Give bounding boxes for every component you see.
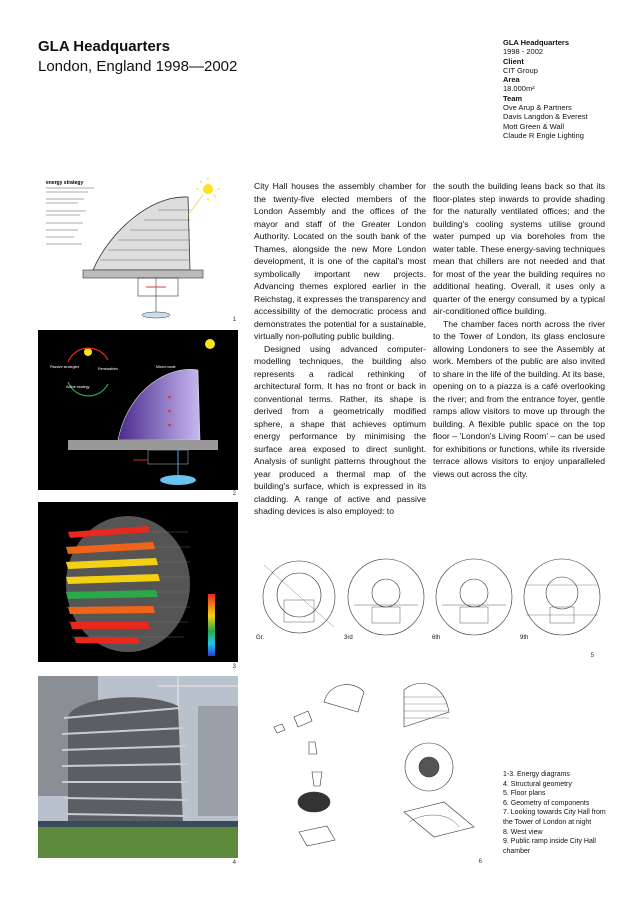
plan-label: Gr. <box>256 635 265 641</box>
figure-number: 2 <box>232 491 236 497</box>
construction-photo <box>38 676 238 858</box>
figure-number: 1 <box>232 317 236 323</box>
fig1-heading: energy strategy <box>46 180 84 186</box>
figure-number: 3 <box>232 664 236 670</box>
figure-floor-plans <box>254 555 606 665</box>
meta-team-member: Davis Langdon & Everest <box>503 112 588 122</box>
plan-ground <box>263 561 335 633</box>
building-structure <box>62 697 188 826</box>
meta-team-label: Team <box>503 93 523 103</box>
figure-energy-section <box>38 175 238 325</box>
body-paragraph: The chamber faces north across the river to the Tower of London, its glass enclosure allowing Londoners to see the Assembly at work. Members of the public are also invited to share in the life of the building. At its base, opening on to a piazza is a café overlooking the river; and from the entrance foyer, gentle ramps allow visitors to move up through the building. A flexible public space on the top floor – 'London's Living Room' – can be used for exhibitions or functions, while its riverside terrace allows visitors to enjoy unparalleled views out across the city. <box>433 318 605 479</box>
aquifer <box>142 312 170 318</box>
elevation-drawing <box>404 683 449 727</box>
meta-area-label: Area <box>503 75 520 85</box>
fig2-label: Active strategy <box>66 385 90 389</box>
caption-item: 6. Geometry of components <box>503 799 590 807</box>
component-sketch <box>309 742 317 754</box>
fig2-label: Mixed mode <box>156 365 176 369</box>
body-paragraph: Designed using advanced computer-modelling techniques, the building also represents a radical rethinking of architectural form. It has no front or back in conventional terms. Rather, its shape is derived from a geometrically modified sphere, a shape that achieves optimum energy performance by minimising the surface area exposed to direct sunlight. Analysis of sunlight patterns throughout the year produced a thermal map of the building's surface, which is expressed in its cladding. A range of active and passive shading devices is also employed: to <box>254 343 426 516</box>
meta-team-member: Claude R Engle Lighting <box>503 130 584 140</box>
body-paragraph: the south the building leans back so that its floor-plates step inwards to provide shading for the naturally ventilated offices; and the building's cooling systems utilise ground water pumped up via boreholes from the water table. These energy-saving techniques mean that chillers are not needed and that for most of the year the building requires no additional heating. Overall, it uses only a quarter of the energy consumed by a typical air-conditioned office building. <box>433 181 605 316</box>
ground-slab <box>68 440 218 450</box>
meta-team-member: Mott Green & Wall <box>503 121 564 131</box>
figure-energy-dark <box>38 330 238 497</box>
caption-item: 1-3. Energy diagrams <box>503 771 570 778</box>
caption-item: 8. West view <box>503 828 543 836</box>
component-sketch <box>324 685 364 712</box>
project-meta <box>503 38 633 140</box>
figure-number: 6 <box>478 859 482 865</box>
component-sketch <box>294 711 312 727</box>
building-section <box>93 197 190 270</box>
fig2-label: Renewables <box>98 367 118 371</box>
body-column-1 <box>254 180 426 518</box>
fig2-label: Passive strategies <box>50 365 80 369</box>
sun-icon <box>203 184 213 194</box>
energy-dark-diagram <box>38 330 238 490</box>
component-sketch <box>312 772 322 786</box>
sun-ray-line <box>188 195 203 215</box>
floor-plans-drawing <box>254 555 606 645</box>
caption-item: 4. Structural geometry <box>503 780 572 788</box>
meta-client: CIT Group <box>503 65 538 75</box>
sun-icon <box>84 348 92 356</box>
figure-component-geometry <box>254 672 494 867</box>
ground-slab <box>83 270 203 278</box>
lawn <box>38 826 238 858</box>
hoarding <box>38 821 238 827</box>
caption-item: 5. Floor plans <box>503 790 546 798</box>
figure-number: 5 <box>590 653 594 659</box>
ramp-drawing <box>404 802 474 837</box>
energy-section-diagram <box>38 175 238 325</box>
background-building <box>198 706 238 816</box>
component-sketch <box>274 724 285 733</box>
body-paragraph: City Hall houses the assembly chamber for the twenty-five elected members of the London Assembly and the offices of the mayor and staff of the Greater London Authority. Located on the south bank of the Thames, alongside the new More London development, it is one of the capital's most symbolically important new projects. Advancing themes explored earlier in the Reichstag, it expresses the transparency and accessibility of the democratic process and demonstrates the potential for a sustainable, virtually non-polluting public building. <box>254 181 426 341</box>
page-subtitle: London, England 1998—2002 <box>38 58 238 75</box>
fig1-annotation-lines <box>46 188 94 244</box>
plan-label: 6th <box>432 635 441 641</box>
plan-9th <box>524 559 600 635</box>
meta-area: 18.000m² <box>503 84 535 94</box>
meta-team-member: Ove Arup & Partners <box>503 103 572 113</box>
meta-project: GLA Headquarters <box>503 38 569 47</box>
caption-item: 9. Public ramp inside City Hall chamber <box>503 838 596 855</box>
thermal-map-render <box>38 502 238 662</box>
page-title: GLA Headquarters <box>38 38 170 55</box>
plan-label: 3rd <box>344 635 353 641</box>
aquifer <box>160 475 196 485</box>
sun-icon <box>205 339 215 349</box>
figure-number: 4 <box>232 860 236 866</box>
caption-item: 7. Looking towards City Hall from the Tower of London at night <box>503 809 606 826</box>
figure-thermal-map <box>38 502 238 670</box>
figure-construction-photo <box>38 676 238 866</box>
plan-3rd <box>348 559 424 635</box>
component-sketch <box>299 826 335 846</box>
meta-years: 1998 - 2002 <box>503 47 544 57</box>
component-sketch <box>298 792 330 812</box>
figure-captions <box>503 770 613 856</box>
body-column-2 <box>433 180 605 480</box>
component-geometry-drawing <box>254 672 494 867</box>
plan-label: 9th <box>520 635 529 641</box>
thermal-scale <box>208 594 215 656</box>
plan-6th <box>436 559 512 635</box>
meta-client-label: Client <box>503 56 524 66</box>
